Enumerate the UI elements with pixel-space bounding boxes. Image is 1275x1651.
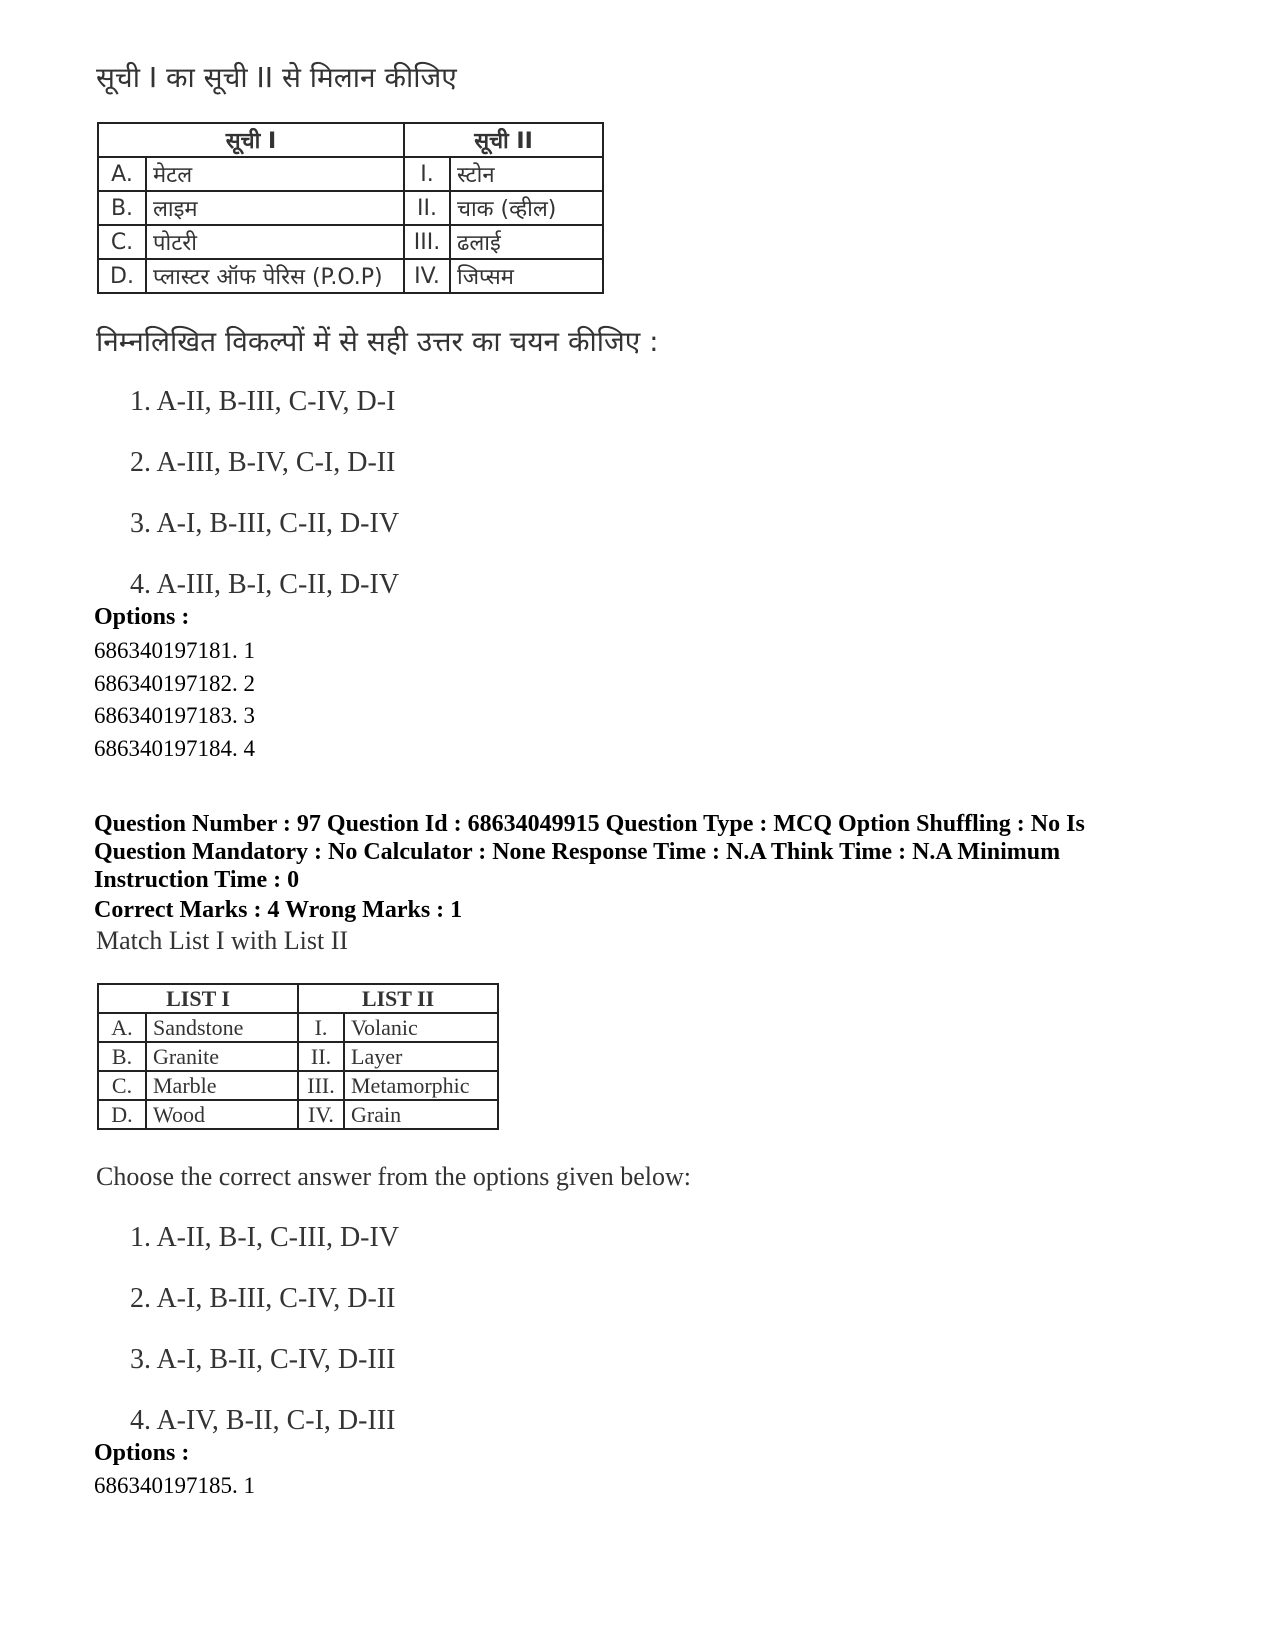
q2-row-key: II.	[298, 1042, 344, 1071]
q2-match-table	[97, 983, 499, 1130]
q1-row-value: प्लास्टर ऑफ पेरिस (P.O.P)	[146, 259, 404, 293]
table-row	[98, 1042, 498, 1071]
q2-row-key: D.	[98, 1100, 146, 1129]
q1-row-key: III.	[404, 225, 450, 259]
q2-row-key: B.	[98, 1042, 146, 1071]
q1-choice-4: 4. A-III, B-I, C-II, D-IV	[130, 569, 400, 600]
q2-header-list1: LIST I	[98, 984, 298, 1013]
q1-row-value: मेटल	[146, 157, 404, 191]
q2-row-key: I.	[298, 1013, 344, 1042]
q2-meta-line: Question Mandatory : No Calculator : None Response Time : N.A Think Time : N.A Minimum	[94, 839, 1061, 865]
q1-instruction: सूची I का सूची II से मिलान कीजिए	[96, 61, 457, 94]
q1-row-value: लाइम	[146, 191, 404, 225]
q1-row-key: C.	[98, 225, 146, 259]
q1-choice-2: 2. A-III, B-IV, C-I, D-II	[130, 447, 396, 478]
q1-row-value: स्टोन	[450, 157, 603, 191]
q2-choice-3: 3. A-I, B-II, C-IV, D-III	[130, 1344, 396, 1375]
q1-row-value: चाक (व्हील)	[450, 191, 603, 225]
q1-row-key: IV.	[404, 259, 450, 293]
q2-row-value: Wood	[146, 1100, 298, 1129]
q2-row-key: III.	[298, 1071, 344, 1100]
q2-row-key: C.	[98, 1071, 146, 1100]
q2-meta-line: Question Number : 97 Question Id : 68634049915 Question Type : MCQ Option Shuffling : No Is	[94, 811, 1085, 837]
q2-row-key: A.	[98, 1013, 146, 1042]
q2-option-id-1: 686340197185. 1	[94, 1473, 255, 1498]
q2-options-label: Options :	[94, 1440, 190, 1466]
q1-header-list1: सूची I	[98, 123, 404, 157]
q1-row-value: पोटरी	[146, 225, 404, 259]
q1-row-key: I.	[404, 157, 450, 191]
table-row	[98, 1100, 498, 1129]
table-row	[98, 191, 603, 225]
q2-row-value: Layer	[344, 1042, 498, 1071]
q2-instruction: Match List I with List II	[96, 926, 349, 955]
q2-choice-1: 1. A-II, B-I, C-III, D-IV	[130, 1222, 400, 1253]
q2-marks: Correct Marks : 4 Wrong Marks : 1	[94, 897, 463, 923]
q2-row-value: Grain	[344, 1100, 498, 1129]
q2-meta-block	[94, 810, 1194, 894]
table-row	[98, 225, 603, 259]
q1-header-list2: सूची II	[404, 123, 603, 157]
table-row	[98, 259, 603, 293]
q1-choose-text: निम्नलिखित विकल्पों में से सही उत्तर का चयन कीजिए :	[96, 325, 659, 358]
q2-choice-2: 2. A-I, B-III, C-IV, D-II	[130, 1283, 396, 1314]
q2-row-value: Sandstone	[146, 1013, 298, 1042]
q1-option-id-3: 686340197183. 3	[94, 703, 255, 728]
table-row	[98, 157, 603, 191]
q1-option-id-1: 686340197181. 1	[94, 638, 255, 663]
q2-row-key: IV.	[298, 1100, 344, 1129]
table-row	[98, 1013, 498, 1042]
q2-row-value: Marble	[146, 1071, 298, 1100]
q1-match-table	[97, 122, 604, 294]
q1-option-id-2: 686340197182. 2	[94, 671, 255, 696]
q2-header-list2: LIST II	[298, 984, 498, 1013]
q1-row-key: D.	[98, 259, 146, 293]
q2-choose-text: Choose the correct answer from the options given below:	[96, 1162, 691, 1191]
q1-option-id-4: 686340197184. 4	[94, 736, 255, 761]
q2-row-value: Metamorphic	[344, 1071, 498, 1100]
q1-row-key: A.	[98, 157, 146, 191]
q2-row-value: Granite	[146, 1042, 298, 1071]
q1-choice-3: 3. A-I, B-III, C-II, D-IV	[130, 508, 400, 539]
q2-choice-4: 4. A-IV, B-II, C-I, D-III	[130, 1405, 396, 1436]
q2-row-value: Volanic	[344, 1013, 498, 1042]
q1-row-key: II.	[404, 191, 450, 225]
q1-choice-1: 1. A-II, B-III, C-IV, D-I	[130, 386, 396, 417]
q1-row-key: B.	[98, 191, 146, 225]
q1-row-value: जिप्सम	[450, 259, 603, 293]
q1-options-label: Options :	[94, 604, 190, 630]
q1-row-value: ढलाई	[450, 225, 603, 259]
q2-meta-line: Instruction Time : 0	[94, 867, 300, 893]
table-row	[98, 1071, 498, 1100]
